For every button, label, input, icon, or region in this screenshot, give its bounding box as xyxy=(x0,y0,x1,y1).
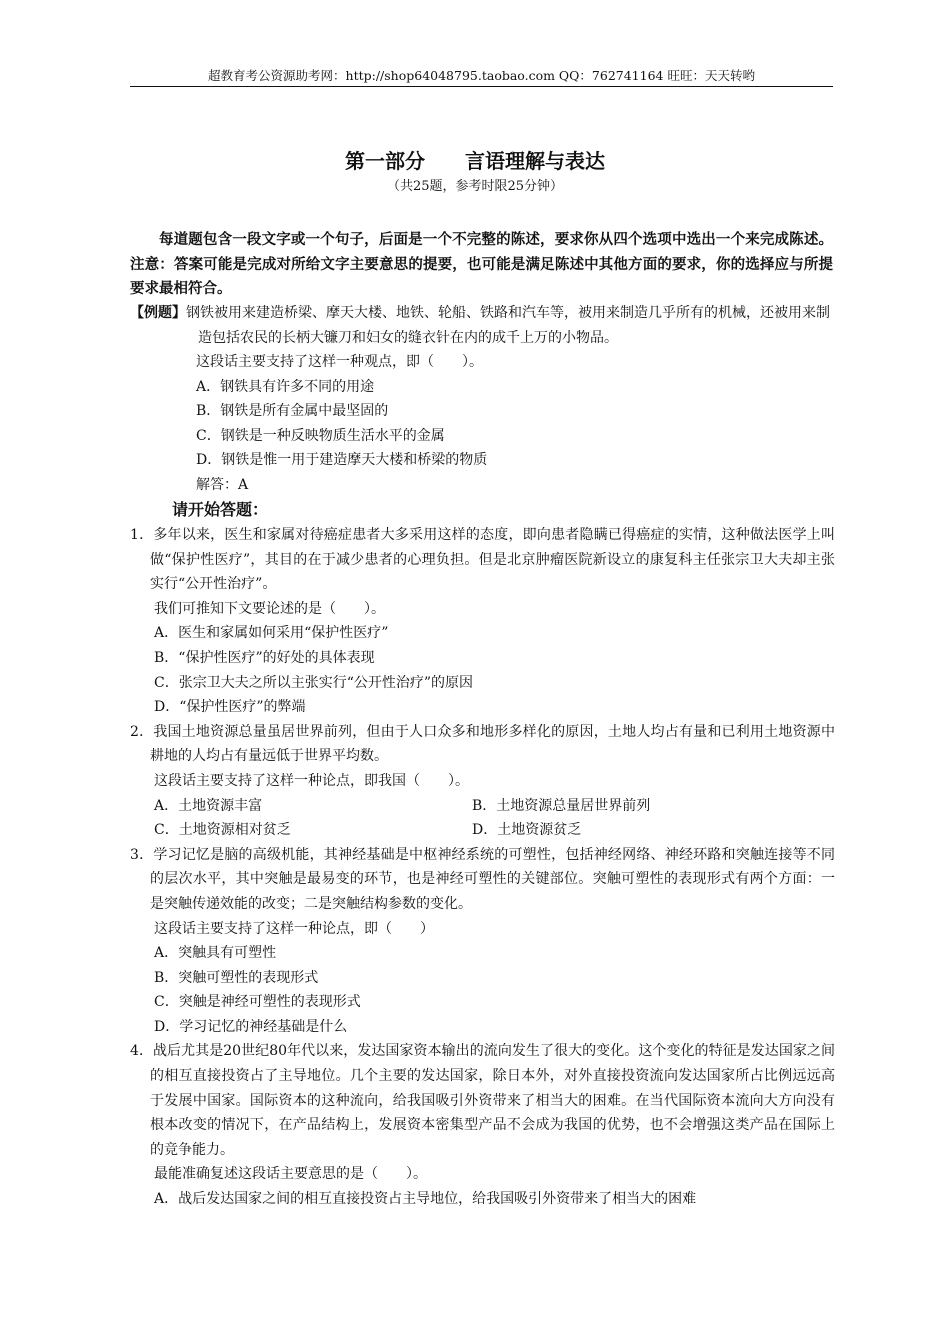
option-a: A．战后发达国家之间的相互直接投资占主导地位，给我国吸引外资带来了相当大的困难 xyxy=(154,1191,697,1208)
start-label: 请开始答题： xyxy=(172,500,269,519)
option-d: D．学习记忆的神经基础是什么 xyxy=(154,1018,348,1035)
question-3 xyxy=(130,843,835,1040)
question-stem: 4．战后尤其是20世纪80年代以来，发达国家资本输出的流向发生了很大的变化。这个变化的特征是发达国家之间的相互直接投资占了主导地位。几个主要的发达国家，除日本外，对外直接投资流向发达国家所占比例远远高于发展中国家。国际资本的这种流向，给我国吸引外资带来了相当大的困难。在当代国际资本流向大方向没有根本改变的情况下，在产品结构上，发展资本密集型产品不会成为我国的优势，也不会增强这类产品在国际上的竞争能力。 xyxy=(130,1043,835,1158)
option-c: C．张宗卫大夫之所以主张实行“公开性治疗”的原因 xyxy=(154,674,474,691)
question-prompt: 这段话主要支持了这样一种论点，即我国（ ）。 xyxy=(154,772,469,789)
example-passage: 钢铁被用来建造桥梁、摩天大楼、地铁、轮船、铁路和汽车等，被用来制造几乎所有的机械，还被用来制造包括农民的长柄大镰刀和妇女的缝衣针在内的成千上万的小物品。 xyxy=(186,305,830,346)
instructions: 每道题包含一段文字或一个句子，后面是一个不完整的陈述，要求你从四个选项中选出一个来完成陈述。注意：答案可能是完成对所给文字主要意思的提要，也可能是满足陈述中其他方面的要求，你的选择应与所提要求最相符合。 xyxy=(130,232,833,297)
example-option-a: A．钢铁具有许多不同的用途 xyxy=(196,378,375,395)
option-a: A．医生和家属如何采用“保护性医疗” xyxy=(154,625,389,642)
example-option-d: D．钢铁是惟一用于建造摩天大楼和桥梁的物质 xyxy=(196,452,488,468)
option-b: B．土地资源总量居世界前列 xyxy=(472,797,651,814)
question-stem: 2．我国土地资源总量虽居世界前列，但由于人口众多和地形多样化的原因，土地人均占有量和已利用土地资源中耕地的人均占有量远低于世界平均数。 xyxy=(130,723,835,765)
question-stem: 1．多年以来，医生和家属对待癌症患者大多采用这样的态度，即向患者隐瞒已得癌症的实情，这种做法医学上叫做“保护性医疗”，其目的在于减少患者的心理负担。但是北京肿瘤医院新设立的康复科主任张宗卫大夫却主张实行“公开性治疗”。 xyxy=(130,527,835,593)
question-2 xyxy=(130,720,835,843)
question-1 xyxy=(130,523,835,720)
option-b: B．“保护性医疗”的好处的具体表现 xyxy=(154,649,375,666)
option-d: D．“保护性医疗”的弊端 xyxy=(154,699,306,716)
question-prompt: 这段话主要支持了这样一种论点，即（ ） xyxy=(154,920,434,937)
page-header: 超教育考公资源助考网：http://shop64048795.taobao.com QQ：762741164 旺旺：天天转哟 xyxy=(208,68,755,83)
question-4 xyxy=(130,1039,835,1211)
example-option-b: B．钢铁是所有金属中最坚固的 xyxy=(196,403,389,419)
section-title: 第一部分 言语理解与表达 xyxy=(345,149,605,173)
example-block xyxy=(130,301,835,497)
option-c: C．土地资源相对贫乏 xyxy=(154,822,291,839)
question-prompt: 最能准确复述这段话主要意思的是（ ）。 xyxy=(154,1166,427,1183)
example-label: 【例题】 xyxy=(130,305,186,321)
section-subtitle: （共25题，参考时限25分钟） xyxy=(386,179,564,194)
example-text xyxy=(130,301,835,350)
question-list xyxy=(130,523,835,1212)
option-c: C．突触是神经可塑性的表现形式 xyxy=(154,994,361,1011)
example-answer: 解答：A xyxy=(196,476,249,493)
example-question: 这段话主要支持了这样一种观点，即（ ）。 xyxy=(196,354,483,370)
option-a: A．突触具有可塑性 xyxy=(154,945,277,962)
header-rule xyxy=(130,86,833,87)
option-row xyxy=(130,794,835,819)
option-row xyxy=(130,818,835,843)
option-b: B．突触可塑性的表现形式 xyxy=(154,969,319,986)
question-stem: 3．学习记忆是脑的高级机能，其神经基础是中枢神经系统的可塑性，包括神经网络、神经环路和突触连接等不同的层次水平，其中突触是最易变的环节，也是神经可塑性的关键部位。突触可塑性的表现形式有两个方面：一是突触传递效能的改变；二是突触结构参数的变化。 xyxy=(130,846,835,912)
example-option-c: C．钢铁是一种反映物质生活水平的金属 xyxy=(196,427,445,444)
option-d: D．土地资源贫乏 xyxy=(472,822,582,839)
question-prompt: 我们可推知下文要论述的是（ ）。 xyxy=(154,600,385,617)
option-a: A．土地资源丰富 xyxy=(154,797,263,814)
